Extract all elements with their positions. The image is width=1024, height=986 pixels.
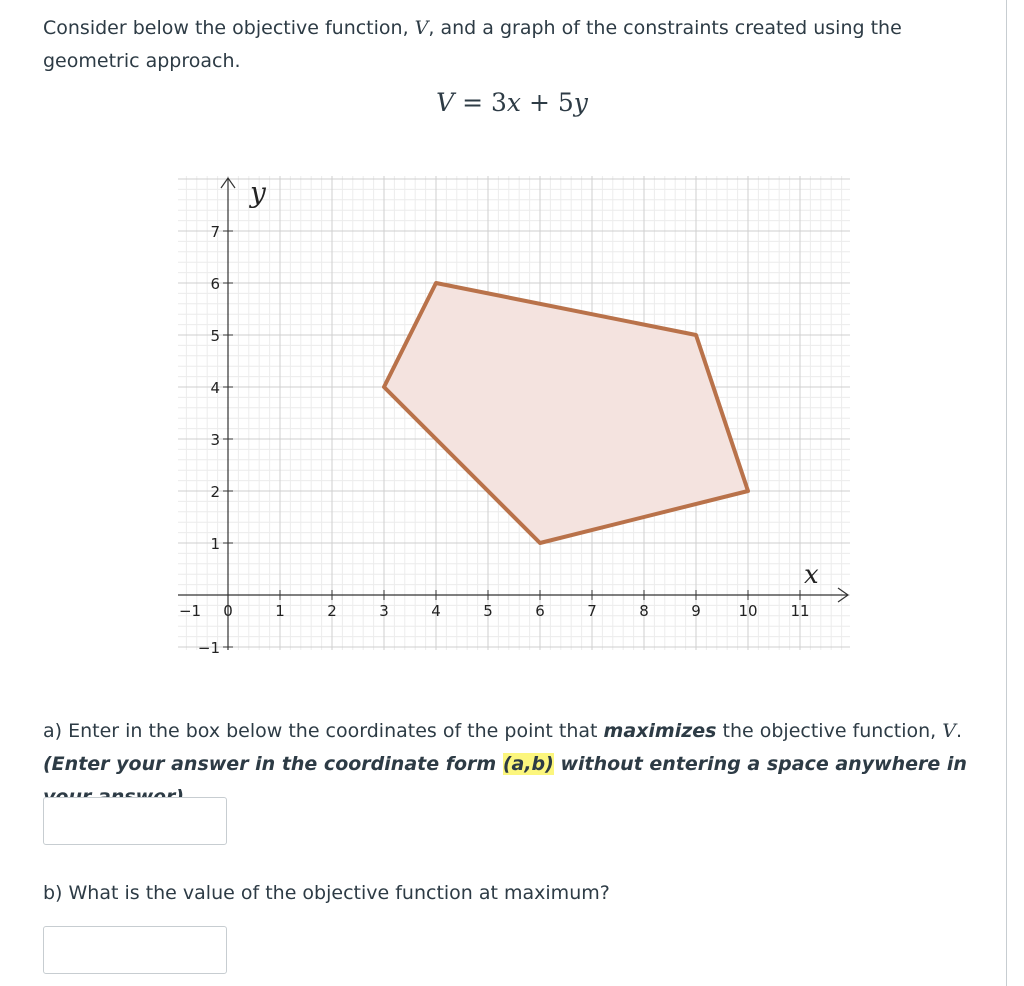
feasible-region — [384, 283, 748, 543]
y-tick-label: 6 — [210, 275, 220, 293]
x-tick-label: 0 — [223, 602, 233, 620]
y-tick-label: 7 — [210, 223, 220, 241]
x-tick-labels — [179, 602, 810, 620]
y-tick-labels — [198, 223, 220, 657]
x-tick-label: 4 — [431, 602, 441, 620]
question-b-text: b) What is the value of the objective function at maximum? — [43, 882, 610, 904]
x-tick-label: 7 — [587, 602, 597, 620]
x-tick-label: 3 — [379, 602, 389, 620]
objective-formula: V = 3x + 5y — [436, 88, 588, 117]
y-tick-label: 1 — [210, 535, 220, 553]
x-tick-label: 5 — [483, 602, 493, 620]
x-tick-label: 8 — [639, 602, 649, 620]
x-tick-label: 6 — [535, 602, 545, 620]
intro-text: Consider below the objective function, V, and a graph of the constraints created using the geometric approach. — [43, 17, 902, 72]
y-tick-label: 2 — [210, 483, 220, 501]
question-a-text: a) Enter in the box below the coordinates of the point that maximizes the objective function, V. — [43, 720, 963, 742]
y-tick-label: 3 — [210, 431, 220, 449]
y-axis-label: y — [250, 176, 266, 209]
answer-b-input[interactable] — [43, 926, 227, 974]
x-tick-label: 11 — [790, 602, 810, 620]
x-tick-label: 2 — [327, 602, 337, 620]
x-tick-label: 10 — [738, 602, 758, 620]
y-tick-label: 5 — [210, 327, 220, 345]
question-a-note: (Enter your answer in the coordinate form (a,b) without entering a space anywhere in — [43, 753, 967, 775]
constraint-graph — [170, 168, 860, 658]
content-border — [1006, 0, 1007, 986]
x-tick-label: −1 — [178, 602, 202, 620]
var-v: V — [414, 17, 429, 39]
answer-a-input[interactable] — [43, 797, 227, 845]
format-highlight: (a,b) — [502, 753, 554, 775]
x-axis-label: x — [804, 560, 819, 590]
x-tick-label: 9 — [691, 602, 701, 620]
y-tick-label: 4 — [210, 379, 220, 397]
x-tick-label: 1 — [275, 602, 285, 620]
y-tick-label: −1 — [197, 639, 220, 657]
